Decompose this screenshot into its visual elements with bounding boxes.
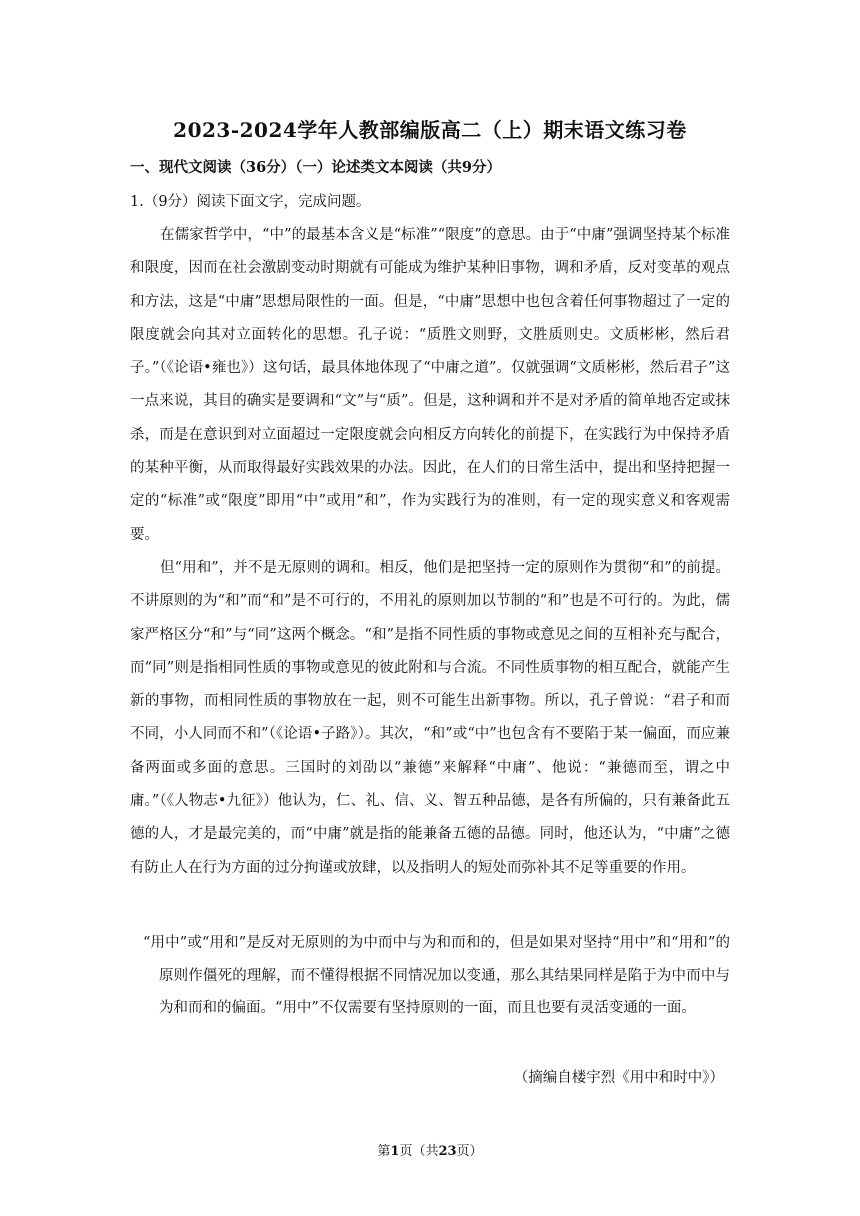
paragraph-text: “用中”或“用和”是反对无原则的为中而中与为和而和的，但是如果对坚持“用中”和“用和”的原则作僵死的理解，而不懂得根据不同情况加以变通，那么其结果同样是陷于为中而中与为和而和的偏面。“用中”不仅需要有坚持原则的一面，而且也要有灵活变通的一面。 — [143, 935, 730, 1016]
current-page-number: 1 — [390, 1144, 400, 1159]
passage-paragraph-2 — [130, 552, 730, 885]
section-heading: 一、现代文阅读（36分）（一）论述类文本阅读（共9分） — [130, 159, 502, 176]
total-page-count: 23 — [438, 1144, 457, 1159]
footer-middle: 页（共 — [399, 1144, 439, 1159]
document-title: 2023-2024学年人教部编版高二（上）期末语文练习卷 — [173, 118, 687, 142]
question-intro: 1.（9分）阅读下面文字，完成问题。 — [130, 194, 371, 210]
footer-prefix: 第 — [377, 1144, 391, 1159]
passage-paragraph-1 — [130, 219, 730, 552]
page-footer — [0, 1140, 860, 1159]
source-citation: （摘编自楼宇烈《用中和时中》） — [513, 1070, 724, 1086]
paragraph-text: 在儒家哲学中，“中”的最基本含义是“标准”“限度”的意思。由于“中庸”强调坚持某个标准和限度，因而在社会激剧变动时期就有可能成为维护某种旧事物，调和矛盾，反对变革的观点和方法，这是“中庸”思想局限性的一面。但是，“中庸”思想中也包含着任何事物超过了一定的限度就会向其对立面转化的思想。孔子说：“质胜文则野，文胜质则史。文质彬彬，然后君子。”（《论语•雍也》）这句话，最具体地体现了“中庸之道”。仅就强调“文质彬彬，然后君子”这一点来说，其目的确实是要调和“文”与“质”。但是，这种调和并不是对矛盾的简单地否定或抹杀，而是在意识到对立面超过一定限度就会向相反方向转化的前提下，在实践行为中保持矛盾的某种平衡，从而取得最好实践效果的办法。因此，在人们的日常生活中，提出和坚持把握一定的“标准”或“限度”即用“中”或用“和”，作为实践行为的准则，有一定的现实意义和客观需要。 — [130, 227, 730, 543]
footer-suffix: 页） — [456, 1144, 483, 1159]
passage-paragraph-3 — [143, 927, 730, 1025]
paragraph-text: 但“用和”，并不是无原则的调和。相反，他们是把坚持一定的原则作为贯彻“和”的前提。不讲原则的为“和”而“和”是不可行的，不用礼的原则加以节制的“和”也是不可行的。为此，儒家严格区分“和”与“同”这两个概念。“和”是指不同性质的事物或意见之间的互相补充与配合，而“同”则是指相同性质的事物或意见的彼此附和与合流。不同性质事物的相互配合，就能产生新的事物，而相同性质的事物放在一起，则不可能生出新事物。所以，孔子曾说：“君子和而不同，小人同而不和”（《论语•子路》）。其次，“和”或“中”也包含有不要陷于某一偏面，而应兼备两面或多面的意思。三国时的刘劭以“兼德”来解释“中庸”、他说：“兼德而至，谓之中庸。”（《人物志•九征》）他认为，仁、礼、信、义、智五种品德，是各有所偏的，只有兼备此五德的人，才是最完美的，而“中庸”就是指的能兼备五德的品德。同时，他还认为，“中庸”之德有防止人在行为方面的过分拘谨或放肆，以及指明人的短处而弥补其不足等重要的作用。 — [130, 560, 730, 876]
